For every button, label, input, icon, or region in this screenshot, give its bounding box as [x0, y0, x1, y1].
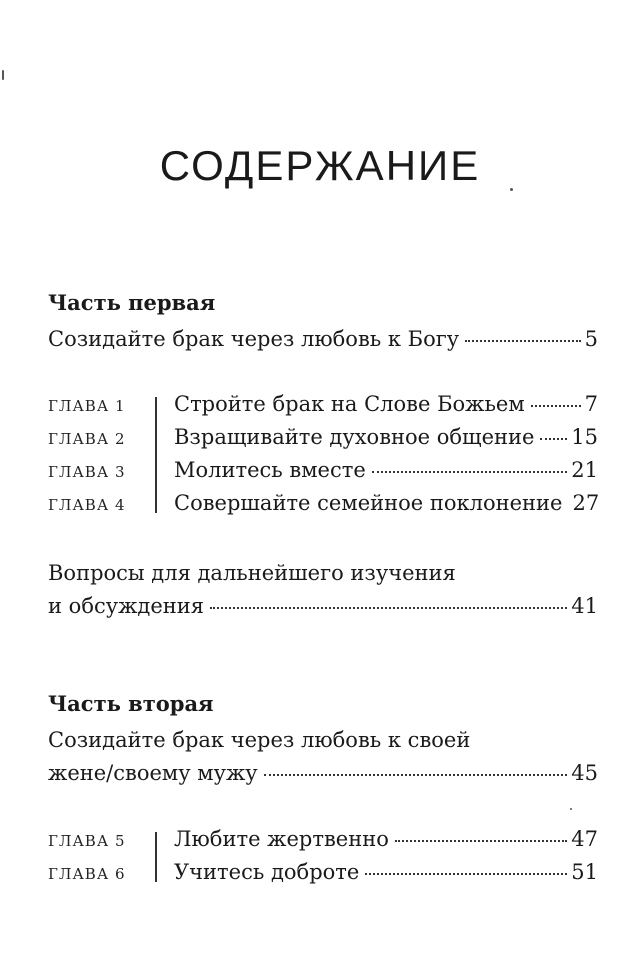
- page-number: 27: [572, 491, 600, 515]
- dot-leader: [465, 340, 581, 342]
- toc-entry-chapter-1[interactable]: [48, 392, 598, 416]
- part-2-subtitle-line-2: жене/своему мужу: [48, 761, 258, 785]
- dot-leader: [210, 607, 567, 609]
- toc-entry-chapter-3[interactable]: [48, 458, 598, 482]
- page-number: 41: [571, 594, 598, 618]
- chapter-title: Взращивайте духовное общение: [174, 425, 535, 449]
- toc-entry-chapter-4[interactable]: [48, 491, 598, 515]
- chapter-label: ГЛАВА 2: [48, 430, 126, 448]
- toc-entry-chapter-2[interactable]: [48, 425, 598, 449]
- part-2-subtitle-entry[interactable]: [48, 761, 598, 785]
- dot-leader: [395, 840, 567, 842]
- chapter-title: Совершайте семейное поклонение: [174, 491, 563, 515]
- page-number: 7: [584, 392, 598, 416]
- dot-leader: [531, 405, 581, 407]
- dot-leader: [365, 873, 567, 875]
- chapter-label: ГЛАВА 1: [48, 397, 126, 415]
- toc-entry-chapter-5[interactable]: [48, 827, 598, 851]
- dot-leader: [540, 438, 567, 440]
- toc-entry-chapter-6[interactable]: [48, 860, 598, 884]
- chapter-label: ГЛАВА 3: [48, 463, 126, 481]
- part-2-heading: Часть вторая: [48, 691, 214, 716]
- chapter-title: Любите жертвенно: [174, 827, 389, 851]
- page-number: 5: [584, 327, 598, 351]
- page-number: 45: [571, 761, 598, 785]
- scan-speck: [2, 70, 4, 80]
- part-2-subtitle-line-1: Созидайте брак через любовь к своей: [48, 728, 471, 752]
- dot-leader: [372, 471, 567, 473]
- page-number: 21: [571, 458, 598, 482]
- chapter-label: ГЛАВА 6: [48, 865, 126, 883]
- questions-entry[interactable]: [48, 594, 598, 618]
- scan-speck: [570, 808, 572, 810]
- questions-line-2: и обсуждения: [48, 594, 204, 618]
- chapter-label: ГЛАВА 5: [48, 832, 126, 850]
- part-1-subtitle-entry[interactable]: [48, 327, 598, 351]
- chapter-title: Стройте брак на Слове Божьем: [174, 392, 525, 416]
- page-number: 15: [571, 425, 598, 449]
- chapter-title: Молитесь вместе: [174, 458, 366, 482]
- chapter-label: ГЛАВА 4: [48, 496, 126, 514]
- page-number: 47: [571, 827, 598, 851]
- scan-speck: [510, 188, 513, 191]
- dot-leader: [264, 774, 568, 776]
- part-1-subtitle: Созидайте брак через любовь к Богу: [48, 327, 460, 351]
- questions-line-1: Вопросы для дальнейшего изучения: [48, 561, 456, 585]
- part-1-heading: Часть первая: [48, 290, 216, 315]
- page-number: 51: [571, 860, 598, 884]
- chapter-title: Учитесь доброте: [174, 860, 360, 884]
- page-title: СОДЕРЖАНИЕ: [159, 142, 481, 189]
